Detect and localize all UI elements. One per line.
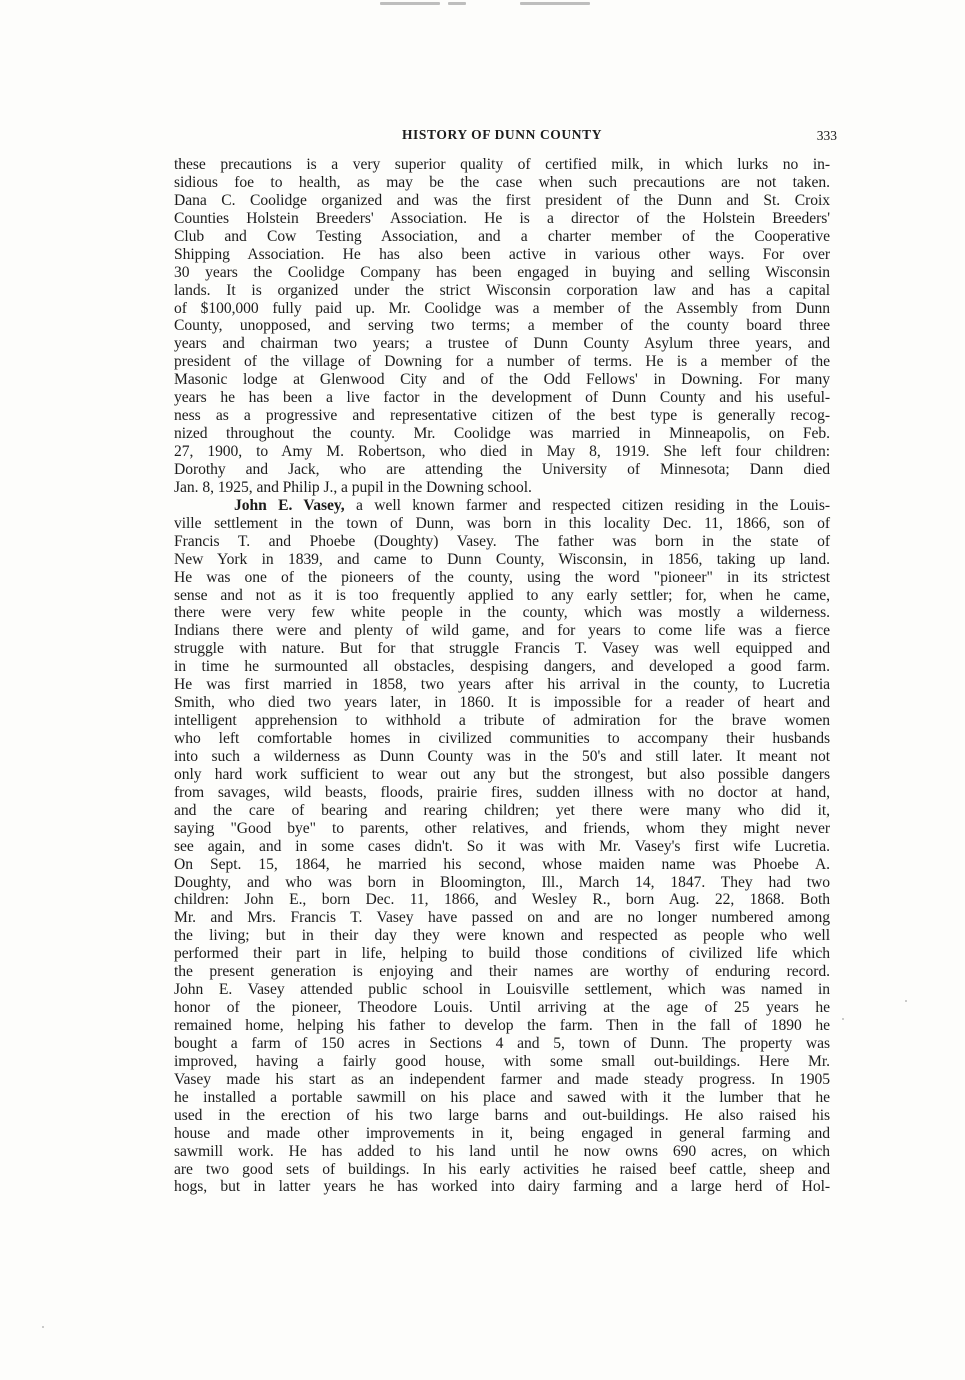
running-head [173,127,837,147]
entry-first-line-text: a well known farmer and respected citizen residing in the Louis- [344,496,830,514]
text-line: 27, 1900, to Amy M. Robertson, who died in May 8, 1919. She left four children: [174,443,830,460]
text-line: New York in 1839, and came to Dunn County, Wisconsin, in 1856, taking up land. [174,550,830,568]
text-line: intelligent apprehension to withhold a tribute of admiration for the brave women [174,712,830,730]
text-line: into such a wilderness as Dunn County was in the 50's and still later. It meant not [174,747,830,765]
text-line: Vasey made his start as an independent farmer and made steady progress. In 1905 [174,1070,830,1088]
text-line: Club and Cow Testing Association, and a charter member of the Cooperative [174,227,830,245]
text-line: lands. It is organized under the strict Wisconsin corporation law and has a capital [174,281,830,299]
text-line: Counties Holstein Breeders' Association. He is a director of the Holstein Breeders' [174,209,830,227]
text-line: Indians there were and plenty of wild game, and for years to come life was a fierce [174,622,830,640]
text-line: Shipping Association. He has also been active in various other ways. For over [174,245,830,263]
body-text [174,156,830,1196]
text-line: used in the erection of his two large barns and out-buildings. He also raised his [174,1106,830,1124]
text-line: Doughty, and who was born in Bloomington, Ill., March 14, 1847. They had two [174,873,830,891]
text-line: 30 years the Coolidge Company has been engaged in buying and selling Wisconsin [174,263,830,281]
text-line: improved, having a fairly good house, with some small out-buildings. Here Mr. [174,1052,830,1070]
text-line: children: John E., born Dec. 11, 1866, and Wesley R., born Aug. 22, 1868. Both [174,891,830,909]
text-line: house and made other improvements in it, being engaged in general farming and [174,1124,830,1142]
text-line: of $100,000 fully paid up. Mr. Coolidge was a member of the Assembly from Dunn [174,299,830,317]
text-line: On Sept. 15, 1864, he married his second, whose maiden name was Phoebe A. [174,855,830,873]
text-line: Francis T. and Phoebe (Doughty) Vasey. The father was born in the state of [174,532,830,550]
text-line: ness as a progressive and representative citizen of the best type is generally recog- [174,407,830,425]
text-line: He was one of the pioneers of the county, using the word "pioneer" in its strictest [174,568,830,586]
text-line: from savages, wild beasts, floods, prairie fires, sudden illness with no doctor at hand, [174,783,830,801]
text-line: struggle with nature. But for that struggle Francis T. Vasey was well equipped and [174,640,830,658]
text-line: Mr. and Mrs. Francis T. Vasey have passed on and are no longer numbered among [174,909,830,927]
text-line: bought a farm of 150 acres in Sections 4 and 5, town of Dunn. The property was [174,1034,830,1052]
text-line: years he has been a live factor in the development of Dunn County and his useful- [174,389,830,407]
text-line: and the care of bearing and rearing children; yet there were many who did it, [174,801,830,819]
top-scan-marks [370,0,610,8]
text-line: sense and not as it is too frequently applied to any early settler; for, when he came, [174,586,830,604]
text-line: Dorothy and Jack, who are attending the University of Minnesota; Dann died [174,460,830,478]
text-line: he installed a portable sawmill on his place and sawed with it the lumber that he [174,1088,830,1106]
text-line: remained home, helping his father to develop the farm. Then in the fall of 1890 he [174,1017,830,1034]
text-line: sidious foe to health, as may be the case when such precautions are not taken. [174,173,830,191]
text-line: Jan. 8, 1925, and Philip J., a pupil in the Downing school. [174,478,532,496]
entry-name: John E. Vasey, [234,496,345,514]
text-line: honor of the pioneer, Theodore Louis. Until arriving at the age of 25 years he [174,999,830,1017]
text-line: nized throughout the county. Mr. Coolidge was married in Minneapolis, on Feb. [174,425,830,443]
text-line: who left comfortable homes in civilized communities to accompany their husbands [174,730,830,747]
text-line: performed their part in life, helping to build those conditions of civilized life which [174,945,830,963]
text-line: Masonic lodge at Glenwood City and of the Odd Fellows' in Downing. For many [174,371,830,389]
text-line: sawmill work. He has added to his land until he now owns 690 acres, on which [174,1142,830,1160]
text-line: are two good sets of buildings. In his early activities he raised beef cattle, sheep and [174,1160,830,1178]
text-line: He was first married in 1858, two years after his arrival in the county, to Lucretia [174,676,830,694]
text-line: the living; but in their day they were known and respected as people who well [174,927,830,945]
text-line: only hard work sufficient to wear out any but the strongest, but also possible dangers [174,765,830,783]
text-line: ville settlement in the town of Dunn, was born in this locality Dec. 11, 1866, son of [174,514,830,532]
text-line: see again, and in some cases didn't. So it was with Mr. Vasey's first wife Lucretia. [174,837,830,855]
text-line: there were very few white people in the county, which was mostly a wilderness. [174,604,830,622]
text-line: County, unopposed, and serving two terms; a member of the county board three [174,317,830,335]
text-line: these precautions is a very superior quality of certified milk, in which lurks no in- [174,156,830,173]
text-line: the present generation is enjoying and their names are worthy of enduring record. [174,963,830,981]
text-line: hogs, but in latter years he has worked into dairy farming and a large herd of Hol- [174,1178,830,1196]
running-title: HISTORY OF DUNN COUNTY [401,127,603,142]
entry-first-line [174,497,830,515]
text-line: Smith, who died two years later, in 1860. It is impossible for a reader of heart and [174,694,830,712]
text-line: president of the village of Downing for a number of terms. He is a member of the [174,353,830,371]
page-number: 333 [816,128,837,143]
text-line: in time he surmounted all obstacles, despising dangers, and developed a good farm. [174,658,830,676]
text-line: John E. Vasey attended public school in Louisville settlement, which was named in [174,981,830,999]
text-line: years and chairman two years; a trustee of Dunn County Asylum three years, and [174,335,830,353]
text-line: Dana C. Coolidge organized and was the first president of the Dunn and St. Croix [174,191,830,209]
text-line: saying "Good bye" to parents, other relatives, and friends, whom they might never [174,819,830,837]
